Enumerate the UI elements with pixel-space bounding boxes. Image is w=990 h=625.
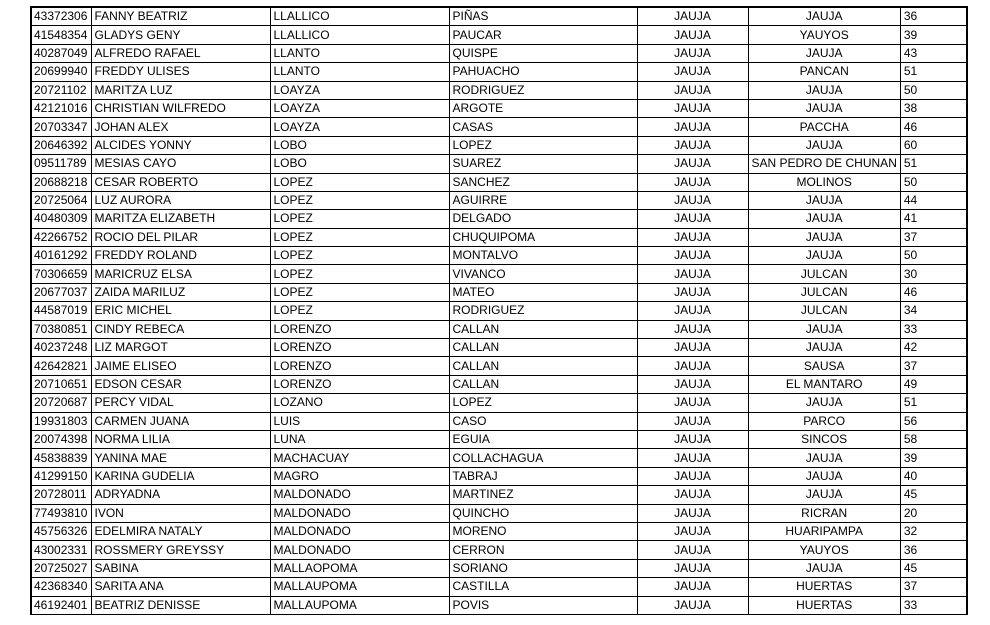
province-cell: JAUJA [637, 228, 748, 246]
maternal-surname-cell: CASTILLA [449, 578, 637, 596]
table-row [31, 44, 967, 62]
given-names-cell: ALCIDES YONNY [91, 136, 270, 154]
age-cell: 46 [900, 283, 967, 301]
given-names-cell: PERCY VIDAL [91, 394, 270, 412]
age-cell: 42 [900, 339, 967, 357]
table-row [31, 210, 967, 228]
district-cell: JAUJA [748, 81, 900, 99]
maternal-surname-cell: AGUIRRE [449, 191, 637, 209]
district-cell: YAUYOS [748, 541, 900, 559]
given-names-cell: MARICRUZ ELSA [91, 265, 270, 283]
dni-cell: 40287049 [31, 44, 91, 62]
dni-cell: 41299150 [31, 467, 91, 485]
age-cell: 37 [900, 357, 967, 375]
given-names-cell: FREDDY ULISES [91, 63, 270, 81]
maternal-surname-cell: PIÑAS [449, 7, 637, 26]
paternal-surname-cell: LORENZO [270, 339, 449, 357]
paternal-surname-cell: LLANTO [270, 63, 449, 81]
paternal-surname-cell: LOPEZ [270, 173, 449, 191]
age-cell: 36 [900, 7, 967, 26]
district-cell: SINCOS [748, 430, 900, 448]
table-row [31, 228, 967, 246]
given-names-cell: CESAR ROBERTO [91, 173, 270, 191]
maternal-surname-cell: CALLAN [449, 339, 637, 357]
given-names-cell: LIZ MARGOT [91, 339, 270, 357]
age-cell: 50 [900, 173, 967, 191]
district-cell: YAUYOS [748, 26, 900, 44]
province-cell: JAUJA [637, 247, 748, 265]
table-row [31, 26, 967, 44]
given-names-cell: CINDY REBECA [91, 320, 270, 338]
province-cell: JAUJA [637, 136, 748, 154]
district-cell: JULCAN [748, 265, 900, 283]
table-row [31, 99, 967, 117]
maternal-surname-cell: MATEO [449, 283, 637, 301]
dni-cell: 20720687 [31, 394, 91, 412]
province-cell: JAUJA [637, 522, 748, 540]
paternal-surname-cell: MALDONADO [270, 541, 449, 559]
district-cell: HUERTAS [748, 578, 900, 596]
district-cell: JAUJA [748, 191, 900, 209]
age-cell: 39 [900, 449, 967, 467]
table-row [31, 412, 967, 430]
age-cell: 45 [900, 559, 967, 577]
paternal-surname-cell: MAGRO [270, 467, 449, 485]
dni-cell: 46192401 [31, 596, 91, 614]
maternal-surname-cell: CALLAN [449, 357, 637, 375]
district-cell: PARCO [748, 412, 900, 430]
province-cell: JAUJA [637, 44, 748, 62]
province-cell: JAUJA [637, 486, 748, 504]
age-cell: 46 [900, 118, 967, 136]
given-names-cell: BEATRIZ DENISSE [91, 596, 270, 614]
maternal-surname-cell: POVIS [449, 596, 637, 614]
given-names-cell: ZAIDA MARILUZ [91, 283, 270, 301]
age-cell: 50 [900, 247, 967, 265]
age-cell: 45 [900, 486, 967, 504]
maternal-surname-cell: CALLAN [449, 375, 637, 393]
given-names-cell: ERIC MICHEL [91, 302, 270, 320]
paternal-surname-cell: LLALLICO [270, 26, 449, 44]
paternal-surname-cell: LUNA [270, 430, 449, 448]
age-cell: 43 [900, 44, 967, 62]
age-cell: 56 [900, 412, 967, 430]
paternal-surname-cell: MALLAUPOMA [270, 578, 449, 596]
province-cell: JAUJA [637, 504, 748, 522]
dni-cell: 42121016 [31, 99, 91, 117]
maternal-surname-cell: MARTINEZ [449, 486, 637, 504]
paternal-surname-cell: LOPEZ [270, 302, 449, 320]
dni-cell: 77493810 [31, 504, 91, 522]
dni-cell: 40237248 [31, 339, 91, 357]
table-row [31, 173, 967, 191]
district-cell: JAUJA [748, 228, 900, 246]
province-cell: JAUJA [637, 559, 748, 577]
dni-cell: 43002331 [31, 541, 91, 559]
age-cell: 33 [900, 596, 967, 614]
province-cell: JAUJA [637, 375, 748, 393]
dni-cell: 20677037 [31, 283, 91, 301]
dni-cell: 20728011 [31, 486, 91, 504]
paternal-surname-cell: LORENZO [270, 375, 449, 393]
age-cell: 38 [900, 99, 967, 117]
dni-cell: 19931803 [31, 412, 91, 430]
maternal-surname-cell: MORENO [449, 522, 637, 540]
paternal-surname-cell: LLANTO [270, 44, 449, 62]
paternal-surname-cell: LOPEZ [270, 247, 449, 265]
given-names-cell: ROCIO DEL PILAR [91, 228, 270, 246]
dni-cell: 45756326 [31, 522, 91, 540]
district-cell: MOLINOS [748, 173, 900, 191]
district-cell: JAUJA [748, 99, 900, 117]
age-cell: 51 [900, 155, 967, 173]
paternal-surname-cell: LOZANO [270, 394, 449, 412]
dni-cell: 20725027 [31, 559, 91, 577]
maternal-surname-cell: LOPEZ [449, 136, 637, 154]
province-cell: JAUJA [637, 430, 748, 448]
dni-cell: 09511789 [31, 155, 91, 173]
given-names-cell: NORMA LILIA [91, 430, 270, 448]
maternal-surname-cell: CASO [449, 412, 637, 430]
given-names-cell: SABINA [91, 559, 270, 577]
province-cell: JAUJA [637, 394, 748, 412]
district-cell: JAUJA [748, 449, 900, 467]
table-row [31, 155, 967, 173]
table-row [31, 81, 967, 99]
maternal-surname-cell: DELGADO [449, 210, 637, 228]
district-cell: EL MANTARO [748, 375, 900, 393]
table-row [31, 541, 967, 559]
given-names-cell: MESIAS CAYO [91, 155, 270, 173]
table-row [31, 559, 967, 577]
dni-cell: 70380851 [31, 320, 91, 338]
dni-cell: 42368340 [31, 578, 91, 596]
paternal-surname-cell: MALDONADO [270, 522, 449, 540]
given-names-cell: ROSSMERY GREYSSY [91, 541, 270, 559]
province-cell: JAUJA [637, 265, 748, 283]
age-cell: 37 [900, 228, 967, 246]
given-names-cell: CHRISTIAN WILFREDO [91, 99, 270, 117]
maternal-surname-cell: CHUQUIPOMA [449, 228, 637, 246]
age-cell: 37 [900, 578, 967, 596]
province-cell: JAUJA [637, 541, 748, 559]
age-cell: 60 [900, 136, 967, 154]
maternal-surname-cell: TABRAJ [449, 467, 637, 485]
maternal-surname-cell: PAUCAR [449, 26, 637, 44]
district-cell: JAUJA [748, 394, 900, 412]
province-cell: JAUJA [637, 578, 748, 596]
dni-cell: 43372306 [31, 7, 91, 26]
district-cell: RICRAN [748, 504, 900, 522]
district-cell: JAUJA [748, 136, 900, 154]
district-cell: JAUJA [748, 339, 900, 357]
paternal-surname-cell: LORENZO [270, 357, 449, 375]
province-cell: JAUJA [637, 155, 748, 173]
province-cell: JAUJA [637, 449, 748, 467]
province-cell: JAUJA [637, 283, 748, 301]
age-cell: 58 [900, 430, 967, 448]
province-cell: JAUJA [637, 173, 748, 191]
paternal-surname-cell: LOAYZA [270, 99, 449, 117]
maternal-surname-cell: SORIANO [449, 559, 637, 577]
paternal-surname-cell: LOBO [270, 136, 449, 154]
dni-cell: 42642821 [31, 357, 91, 375]
table-row [31, 467, 967, 485]
given-names-cell: IVON [91, 504, 270, 522]
dni-cell: 20074398 [31, 430, 91, 448]
province-cell: JAUJA [637, 26, 748, 44]
given-names-cell: JAIME ELISEO [91, 357, 270, 375]
maternal-surname-cell: SANCHEZ [449, 173, 637, 191]
paternal-surname-cell: LOPEZ [270, 210, 449, 228]
table-row [31, 578, 967, 596]
province-cell: JAUJA [637, 81, 748, 99]
district-cell: JAUJA [748, 559, 900, 577]
age-cell: 49 [900, 375, 967, 393]
paternal-surname-cell: LOAYZA [270, 81, 449, 99]
maternal-surname-cell: PAHUACHO [449, 63, 637, 81]
table-row [31, 504, 967, 522]
given-names-cell: CARMEN JUANA [91, 412, 270, 430]
given-names-cell: YANINA MAE [91, 449, 270, 467]
records-body [31, 7, 967, 614]
province-cell: JAUJA [637, 210, 748, 228]
district-cell: JAUJA [748, 44, 900, 62]
paternal-surname-cell: MALLAOPOMA [270, 559, 449, 577]
age-cell: 40 [900, 467, 967, 485]
province-cell: JAUJA [637, 357, 748, 375]
dni-cell: 20710651 [31, 375, 91, 393]
province-cell: JAUJA [637, 596, 748, 614]
table-row [31, 118, 967, 136]
age-cell: 50 [900, 81, 967, 99]
district-cell: JAUJA [748, 210, 900, 228]
district-cell: PANCAN [748, 63, 900, 81]
table-row [31, 522, 967, 540]
given-names-cell: EDELMIRA NATALY [91, 522, 270, 540]
table-row [31, 247, 967, 265]
district-cell: SAUSA [748, 357, 900, 375]
age-cell: 32 [900, 522, 967, 540]
dni-cell: 20725064 [31, 191, 91, 209]
paternal-surname-cell: LOAYZA [270, 118, 449, 136]
district-cell: JULCAN [748, 302, 900, 320]
given-names-cell: MARITZA LUZ [91, 81, 270, 99]
given-names-cell: JOHAN ALEX [91, 118, 270, 136]
age-cell: 41 [900, 210, 967, 228]
table-row [31, 191, 967, 209]
table-row [31, 302, 967, 320]
maternal-surname-cell: VIVANCO [449, 265, 637, 283]
given-names-cell: FANNY BEATRIZ [91, 7, 270, 26]
dni-cell: 41548354 [31, 26, 91, 44]
maternal-surname-cell: CERRON [449, 541, 637, 559]
district-cell: PACCHA [748, 118, 900, 136]
paternal-surname-cell: MALDONADO [270, 486, 449, 504]
province-cell: JAUJA [637, 320, 748, 338]
maternal-surname-cell: EGUIA [449, 430, 637, 448]
dni-cell: 70306659 [31, 265, 91, 283]
district-cell: JAUJA [748, 486, 900, 504]
province-cell: JAUJA [637, 63, 748, 81]
given-names-cell: GLADYS GENY [91, 26, 270, 44]
maternal-surname-cell: MONTALVO [449, 247, 637, 265]
province-cell: JAUJA [637, 7, 748, 26]
table-row [31, 357, 967, 375]
district-cell: JULCAN [748, 283, 900, 301]
table-row [31, 486, 967, 504]
records-table [30, 6, 968, 615]
table-row [31, 596, 967, 614]
paternal-surname-cell: LOPEZ [270, 265, 449, 283]
paternal-surname-cell: LLALLICO [270, 7, 449, 26]
district-cell: JAUJA [748, 247, 900, 265]
given-names-cell: SARITA ANA [91, 578, 270, 596]
province-cell: JAUJA [637, 118, 748, 136]
table-row [31, 320, 967, 338]
age-cell: 51 [900, 394, 967, 412]
dni-cell: 44587019 [31, 302, 91, 320]
table-row [31, 63, 967, 81]
maternal-surname-cell: LOPEZ [449, 394, 637, 412]
province-cell: JAUJA [637, 467, 748, 485]
district-cell: HUERTAS [748, 596, 900, 614]
dni-cell: 45838839 [31, 449, 91, 467]
dni-cell: 20721102 [31, 81, 91, 99]
dni-cell: 20688218 [31, 173, 91, 191]
paternal-surname-cell: LORENZO [270, 320, 449, 338]
dni-cell: 40480309 [31, 210, 91, 228]
age-cell: 33 [900, 320, 967, 338]
table-row [31, 394, 967, 412]
age-cell: 20 [900, 504, 967, 522]
maternal-surname-cell: CALLAN [449, 320, 637, 338]
maternal-surname-cell: QUINCHO [449, 504, 637, 522]
province-cell: JAUJA [637, 191, 748, 209]
age-cell: 36 [900, 541, 967, 559]
given-names-cell: LUZ AURORA [91, 191, 270, 209]
table-row [31, 7, 967, 26]
paternal-surname-cell: MALLAUPOMA [270, 596, 449, 614]
table-row [31, 375, 967, 393]
maternal-surname-cell: SUAREZ [449, 155, 637, 173]
paternal-surname-cell: MACHACUAY [270, 449, 449, 467]
paternal-surname-cell: LUIS [270, 412, 449, 430]
district-cell: SAN PEDRO DE CHUNAN [748, 155, 900, 173]
district-cell: JAUJA [748, 320, 900, 338]
table-row [31, 449, 967, 467]
table-row [31, 283, 967, 301]
given-names-cell: ADRYADNA [91, 486, 270, 504]
province-cell: JAUJA [637, 99, 748, 117]
dni-cell: 40161292 [31, 247, 91, 265]
given-names-cell: EDSON CESAR [91, 375, 270, 393]
maternal-surname-cell: QUISPE [449, 44, 637, 62]
paternal-surname-cell: LOBO [270, 155, 449, 173]
given-names-cell: MARITZA ELIZABETH [91, 210, 270, 228]
district-cell: JAUJA [748, 7, 900, 26]
age-cell: 34 [900, 302, 967, 320]
maternal-surname-cell: CASAS [449, 118, 637, 136]
dni-cell: 20703347 [31, 118, 91, 136]
maternal-surname-cell: COLLACHAGUA [449, 449, 637, 467]
dni-cell: 20646392 [31, 136, 91, 154]
table-row [31, 430, 967, 448]
given-names-cell: ALFREDO RAFAEL [91, 44, 270, 62]
dni-cell: 42266752 [31, 228, 91, 246]
table-row [31, 265, 967, 283]
paternal-surname-cell: LOPEZ [270, 283, 449, 301]
given-names-cell: KARINA GUDELIA [91, 467, 270, 485]
age-cell: 44 [900, 191, 967, 209]
district-cell: JAUJA [748, 467, 900, 485]
paternal-surname-cell: MALDONADO [270, 504, 449, 522]
maternal-surname-cell: RODRIGUEZ [449, 81, 637, 99]
age-cell: 39 [900, 26, 967, 44]
province-cell: JAUJA [637, 412, 748, 430]
table-row [31, 339, 967, 357]
dni-cell: 20699940 [31, 63, 91, 81]
age-cell: 51 [900, 63, 967, 81]
maternal-surname-cell: ARGOTE [449, 99, 637, 117]
province-cell: JAUJA [637, 339, 748, 357]
maternal-surname-cell: RODRIGUEZ [449, 302, 637, 320]
paternal-surname-cell: LOPEZ [270, 228, 449, 246]
given-names-cell: FREDDY ROLAND [91, 247, 270, 265]
paternal-surname-cell: LOPEZ [270, 191, 449, 209]
table-row [31, 136, 967, 154]
district-cell: HUARIPAMPA [748, 522, 900, 540]
age-cell: 30 [900, 265, 967, 283]
province-cell: JAUJA [637, 302, 748, 320]
